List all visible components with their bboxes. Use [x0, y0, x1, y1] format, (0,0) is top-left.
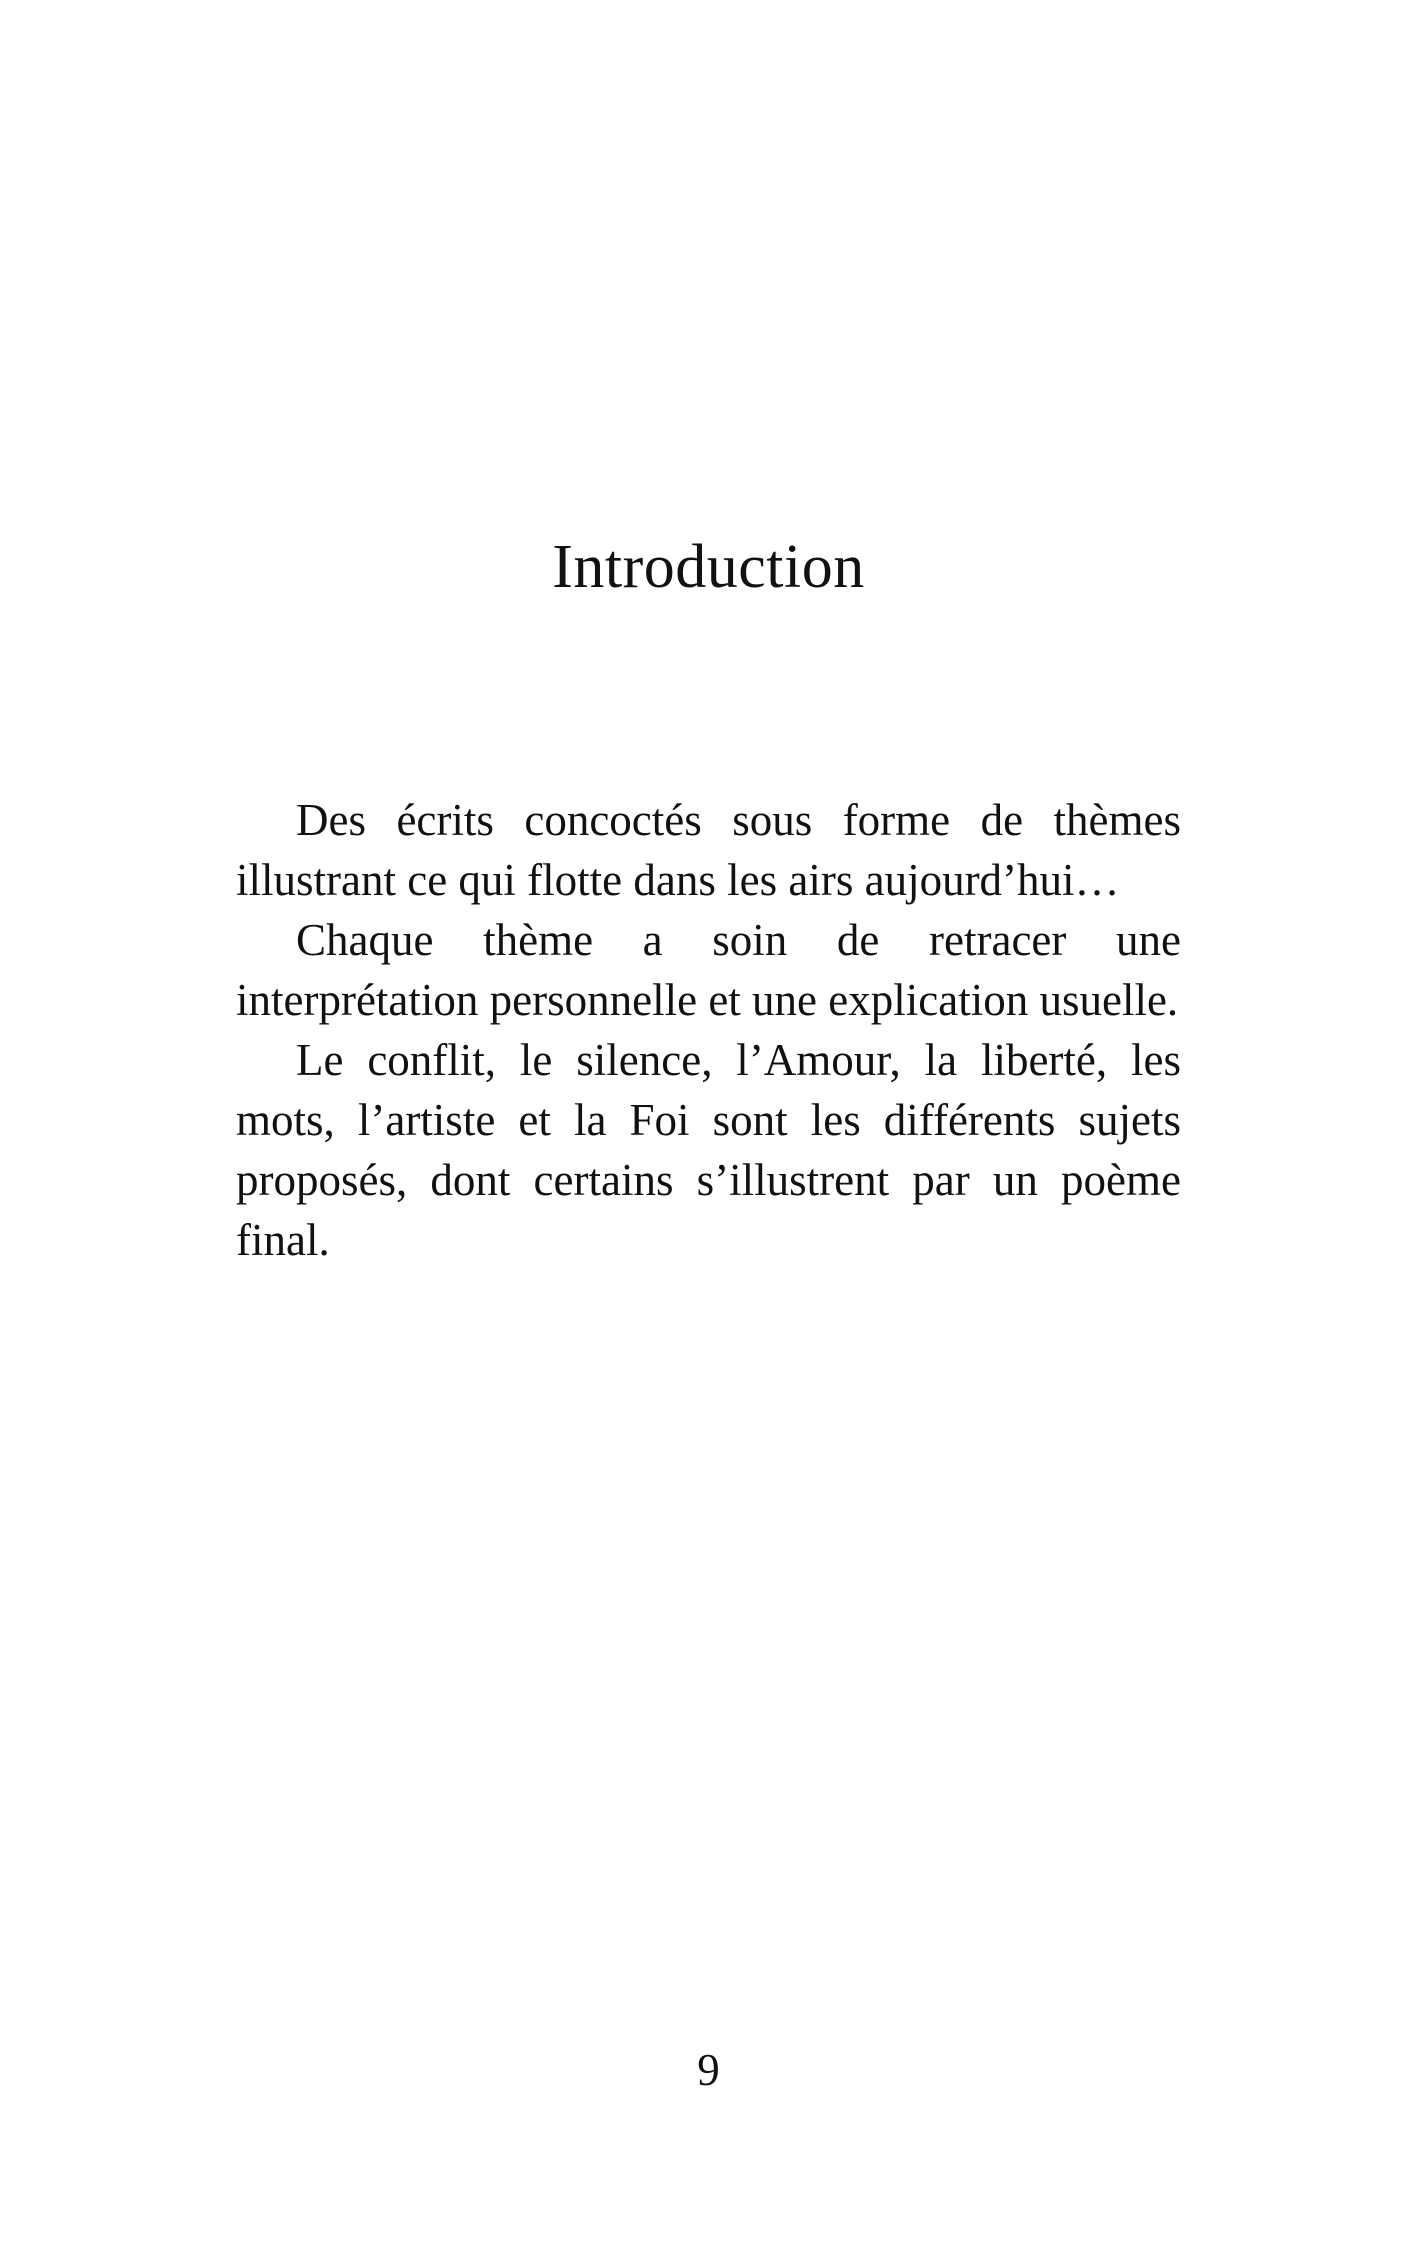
chapter-title: Introduction [552, 533, 865, 601]
introduction-body [236, 790, 1181, 1270]
paragraph-2: Chaque thème a soin de retracer une interprétation personnelle et une explication usuelle. [236, 915, 1181, 1025]
page-number: 9 [697, 2045, 720, 2095]
paragraph-3: Le conflit, le silence, l’Amour, la liberté, les mots, l’artiste et la Foi sont les différents sujets proposés, dont certains s’illustrent par un poème final. [236, 1035, 1181, 1265]
paragraph-1: Des écrits concoctés sous forme de thèmes illustrant ce qui flotte dans les airs aujourd’hui… [236, 795, 1181, 905]
